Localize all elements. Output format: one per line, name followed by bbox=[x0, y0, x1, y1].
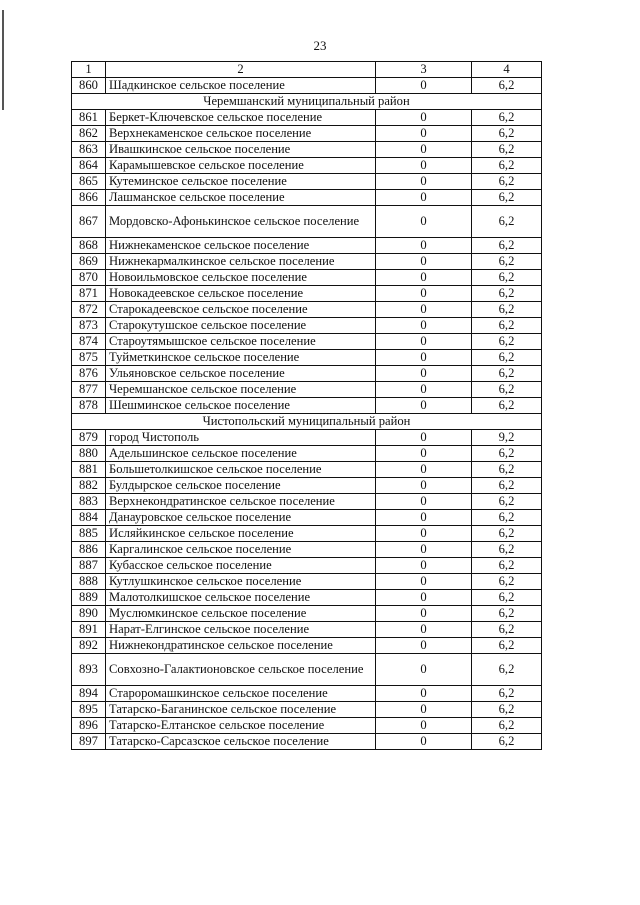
settlement-name: Староромашкинское сельское поселение bbox=[106, 686, 376, 702]
column-3-value: 0 bbox=[376, 702, 472, 718]
column-4-value: 6,2 bbox=[472, 238, 542, 254]
settlement-name: Нижнекармалкинское сельское поселение bbox=[106, 254, 376, 270]
settlement-name: Исляйкинское сельское поселение bbox=[106, 526, 376, 542]
column-3-value: 0 bbox=[376, 526, 472, 542]
row-number: 892 bbox=[72, 638, 106, 654]
settlement-name: Булдырское сельское поселение bbox=[106, 478, 376, 494]
settlement-name: Мордовско-Афонькинское сельское поселение bbox=[106, 206, 376, 238]
column-3-value: 0 bbox=[376, 190, 472, 206]
settlement-name: Нижнекондратинское сельское поселение bbox=[106, 638, 376, 654]
table-row bbox=[72, 446, 542, 462]
settlement-name: Туйметкинское сельское поселение bbox=[106, 350, 376, 366]
column-3-value: 0 bbox=[376, 494, 472, 510]
settlement-name: Новокадеевское сельское поселение bbox=[106, 286, 376, 302]
table-row bbox=[72, 430, 542, 446]
row-number: 876 bbox=[72, 366, 106, 382]
row-number: 861 bbox=[72, 110, 106, 126]
column-4-value: 6,2 bbox=[472, 718, 542, 734]
table-row bbox=[72, 526, 542, 542]
section-title: Черемшанский муниципальный район bbox=[72, 94, 542, 110]
settlement-name: Черемшанское сельское поселение bbox=[106, 382, 376, 398]
row-number: 893 bbox=[72, 654, 106, 686]
table-row bbox=[72, 494, 542, 510]
settlement-name: Нарат-Елгинское сельское поселение bbox=[106, 622, 376, 638]
column-3-value: 0 bbox=[376, 574, 472, 590]
table-row bbox=[72, 462, 542, 478]
row-number: 879 bbox=[72, 430, 106, 446]
column-4-value: 6,2 bbox=[472, 590, 542, 606]
column-3-value: 0 bbox=[376, 382, 472, 398]
settlement-name: Кубасское сельское поселение bbox=[106, 558, 376, 574]
column-4-value: 6,2 bbox=[472, 382, 542, 398]
table-row bbox=[72, 78, 542, 94]
table-row bbox=[72, 734, 542, 750]
column-3-value: 0 bbox=[376, 590, 472, 606]
row-number: 867 bbox=[72, 206, 106, 238]
section-title: Чистопольский муниципальный район bbox=[72, 414, 542, 430]
column-4-value: 6,2 bbox=[472, 254, 542, 270]
column-4-value: 6,2 bbox=[472, 510, 542, 526]
settlement-name: Татарско-Сарсазское сельское поселение bbox=[106, 734, 376, 750]
column-3-value: 0 bbox=[376, 446, 472, 462]
row-number: 881 bbox=[72, 462, 106, 478]
column-4-value: 6,2 bbox=[472, 142, 542, 158]
table-row bbox=[72, 206, 542, 238]
row-number: 888 bbox=[72, 574, 106, 590]
settlement-name: Старокутушское сельское поселение bbox=[106, 318, 376, 334]
row-number: 890 bbox=[72, 606, 106, 622]
table-row bbox=[72, 558, 542, 574]
row-number: 889 bbox=[72, 590, 106, 606]
settlement-name: Татарско-Баганинское сельское поселение bbox=[106, 702, 376, 718]
column-3-value: 0 bbox=[376, 270, 472, 286]
margin-mark bbox=[2, 10, 4, 110]
column-4-value: 6,2 bbox=[472, 190, 542, 206]
table-body bbox=[72, 62, 542, 750]
column-4-value: 6,2 bbox=[472, 206, 542, 238]
column-3-value: 0 bbox=[376, 174, 472, 190]
table-row bbox=[72, 398, 542, 414]
row-number: 860 bbox=[72, 78, 106, 94]
table-row bbox=[72, 174, 542, 190]
column-4-value: 6,2 bbox=[472, 350, 542, 366]
settlement-name: Старокадеевское сельское поселение bbox=[106, 302, 376, 318]
table-row bbox=[72, 110, 542, 126]
row-number: 869 bbox=[72, 254, 106, 270]
column-3-value: 0 bbox=[376, 430, 472, 446]
column-4-value: 6,2 bbox=[472, 126, 542, 142]
row-number: 891 bbox=[72, 622, 106, 638]
column-3-value: 0 bbox=[376, 286, 472, 302]
row-number: 887 bbox=[72, 558, 106, 574]
header-cell-2: 2 bbox=[106, 62, 376, 78]
column-4-value: 6,2 bbox=[472, 558, 542, 574]
column-4-value: 6,2 bbox=[472, 494, 542, 510]
row-number: 870 bbox=[72, 270, 106, 286]
section-header-row bbox=[72, 94, 542, 110]
row-number: 884 bbox=[72, 510, 106, 526]
column-4-value: 6,2 bbox=[472, 398, 542, 414]
settlement-name: Верхнекондратинское сельское поселение bbox=[106, 494, 376, 510]
column-4-value: 6,2 bbox=[472, 366, 542, 382]
settlement-name: Карамышевское сельское поселение bbox=[106, 158, 376, 174]
column-3-value: 0 bbox=[376, 510, 472, 526]
column-4-value: 6,2 bbox=[472, 174, 542, 190]
table-row bbox=[72, 254, 542, 270]
settlement-name: Шешминское сельское поселение bbox=[106, 398, 376, 414]
settlements-table bbox=[71, 61, 542, 750]
settlement-name: Лашманское сельское поселение bbox=[106, 190, 376, 206]
table-row bbox=[72, 286, 542, 302]
table-row bbox=[72, 190, 542, 206]
column-4-value: 6,2 bbox=[472, 686, 542, 702]
table-row bbox=[72, 142, 542, 158]
settlement-name: Совхозно-Галактионовское сельское поселение bbox=[106, 654, 376, 686]
row-number: 886 bbox=[72, 542, 106, 558]
column-3-value: 0 bbox=[376, 334, 472, 350]
row-number: 875 bbox=[72, 350, 106, 366]
column-4-value: 6,2 bbox=[472, 478, 542, 494]
settlement-name: Староутямышское сельское поселение bbox=[106, 334, 376, 350]
column-3-value: 0 bbox=[376, 142, 472, 158]
column-4-value: 6,2 bbox=[472, 158, 542, 174]
settlement-name: Кутлушкинское сельское поселение bbox=[106, 574, 376, 590]
column-4-value: 6,2 bbox=[472, 638, 542, 654]
column-4-value: 6,2 bbox=[472, 110, 542, 126]
table-row bbox=[72, 654, 542, 686]
column-3-value: 0 bbox=[376, 606, 472, 622]
table-row bbox=[72, 302, 542, 318]
table-row bbox=[72, 542, 542, 558]
row-number: 894 bbox=[72, 686, 106, 702]
row-number: 885 bbox=[72, 526, 106, 542]
settlement-name: Ивашкинское сельское поселение bbox=[106, 142, 376, 158]
column-3-value: 0 bbox=[376, 734, 472, 750]
settlement-name: Каргалинское сельское поселение bbox=[106, 542, 376, 558]
header-cell-3: 3 bbox=[376, 62, 472, 78]
column-4-value: 6,2 bbox=[472, 622, 542, 638]
row-number: 866 bbox=[72, 190, 106, 206]
row-number: 883 bbox=[72, 494, 106, 510]
settlement-name: Муслюмкинское сельское поселение bbox=[106, 606, 376, 622]
column-3-value: 0 bbox=[376, 318, 472, 334]
column-4-value: 6,2 bbox=[472, 318, 542, 334]
header-row bbox=[72, 62, 542, 78]
column-3-value: 0 bbox=[376, 350, 472, 366]
column-4-value: 6,2 bbox=[472, 270, 542, 286]
settlement-name: Кутеминское сельское поселение bbox=[106, 174, 376, 190]
table-row bbox=[72, 606, 542, 622]
column-3-value: 0 bbox=[376, 158, 472, 174]
table-row bbox=[72, 318, 542, 334]
row-number: 862 bbox=[72, 126, 106, 142]
column-3-value: 0 bbox=[376, 478, 472, 494]
column-4-value: 6,2 bbox=[472, 702, 542, 718]
settlement-name: Шадкинское сельское поселение bbox=[106, 78, 376, 94]
row-number: 882 bbox=[72, 478, 106, 494]
table-row bbox=[72, 366, 542, 382]
column-4-value: 6,2 bbox=[472, 654, 542, 686]
row-number: 873 bbox=[72, 318, 106, 334]
row-number: 871 bbox=[72, 286, 106, 302]
table-row bbox=[72, 238, 542, 254]
row-number: 865 bbox=[72, 174, 106, 190]
header-cell-4: 4 bbox=[472, 62, 542, 78]
column-3-value: 0 bbox=[376, 462, 472, 478]
column-4-value: 6,2 bbox=[472, 734, 542, 750]
column-3-value: 0 bbox=[376, 366, 472, 382]
settlement-name: Новоильмовское сельское поселение bbox=[106, 270, 376, 286]
column-3-value: 0 bbox=[376, 126, 472, 142]
column-3-value: 0 bbox=[376, 302, 472, 318]
row-number: 864 bbox=[72, 158, 106, 174]
column-3-value: 0 bbox=[376, 686, 472, 702]
column-4-value: 9,2 bbox=[472, 430, 542, 446]
settlement-name: Ульяновское сельское поселение bbox=[106, 366, 376, 382]
section-header-row bbox=[72, 414, 542, 430]
table-row bbox=[72, 702, 542, 718]
settlement-name: Данауровское сельское поселение bbox=[106, 510, 376, 526]
table-row bbox=[72, 350, 542, 366]
table-row bbox=[72, 382, 542, 398]
column-4-value: 6,2 bbox=[472, 462, 542, 478]
table-row bbox=[72, 270, 542, 286]
column-4-value: 6,2 bbox=[472, 334, 542, 350]
table-row bbox=[72, 334, 542, 350]
column-3-value: 0 bbox=[376, 78, 472, 94]
column-3-value: 0 bbox=[376, 254, 472, 270]
row-number: 896 bbox=[72, 718, 106, 734]
row-number: 880 bbox=[72, 446, 106, 462]
row-number: 863 bbox=[72, 142, 106, 158]
column-4-value: 6,2 bbox=[472, 302, 542, 318]
page-number: 23 bbox=[313, 38, 327, 53]
settlement-name: Татарско-Елтанское сельское поселение bbox=[106, 718, 376, 734]
row-number: 874 bbox=[72, 334, 106, 350]
table-row bbox=[72, 574, 542, 590]
column-4-value: 6,2 bbox=[472, 526, 542, 542]
settlement-name: Нижнекаменское сельское поселение bbox=[106, 238, 376, 254]
row-number: 877 bbox=[72, 382, 106, 398]
column-4-value: 6,2 bbox=[472, 542, 542, 558]
column-4-value: 6,2 bbox=[472, 606, 542, 622]
settlement-name: Малотолкишское сельское поселение bbox=[106, 590, 376, 606]
column-4-value: 6,2 bbox=[472, 574, 542, 590]
row-number: 878 bbox=[72, 398, 106, 414]
column-4-value: 6,2 bbox=[472, 446, 542, 462]
column-3-value: 0 bbox=[376, 542, 472, 558]
column-3-value: 0 bbox=[376, 558, 472, 574]
table-row bbox=[72, 158, 542, 174]
row-number: 897 bbox=[72, 734, 106, 750]
row-number: 872 bbox=[72, 302, 106, 318]
header-cell-1: 1 bbox=[72, 62, 106, 78]
table-row bbox=[72, 686, 542, 702]
column-3-value: 0 bbox=[376, 206, 472, 238]
table-row bbox=[72, 638, 542, 654]
row-number: 868 bbox=[72, 238, 106, 254]
table-row bbox=[72, 718, 542, 734]
column-3-value: 0 bbox=[376, 718, 472, 734]
column-3-value: 0 bbox=[376, 654, 472, 686]
column-3-value: 0 bbox=[376, 622, 472, 638]
table-row bbox=[72, 126, 542, 142]
table-row bbox=[72, 510, 542, 526]
table-row bbox=[72, 622, 542, 638]
column-4-value: 6,2 bbox=[472, 78, 542, 94]
column-3-value: 0 bbox=[376, 238, 472, 254]
settlement-name: Адельшинское сельское поселение bbox=[106, 446, 376, 462]
column-4-value: 6,2 bbox=[472, 286, 542, 302]
row-number: 895 bbox=[72, 702, 106, 718]
column-3-value: 0 bbox=[376, 110, 472, 126]
table-row bbox=[72, 590, 542, 606]
settlement-name: Большетолкишское сельское поселение bbox=[106, 462, 376, 478]
settlement-name: Верхнекаменское сельское поселение bbox=[106, 126, 376, 142]
column-3-value: 0 bbox=[376, 398, 472, 414]
settlement-name: Беркет-Ключевское сельское поселение bbox=[106, 110, 376, 126]
column-3-value: 0 bbox=[376, 638, 472, 654]
settlement-name: город Чистополь bbox=[106, 430, 376, 446]
table-row bbox=[72, 478, 542, 494]
